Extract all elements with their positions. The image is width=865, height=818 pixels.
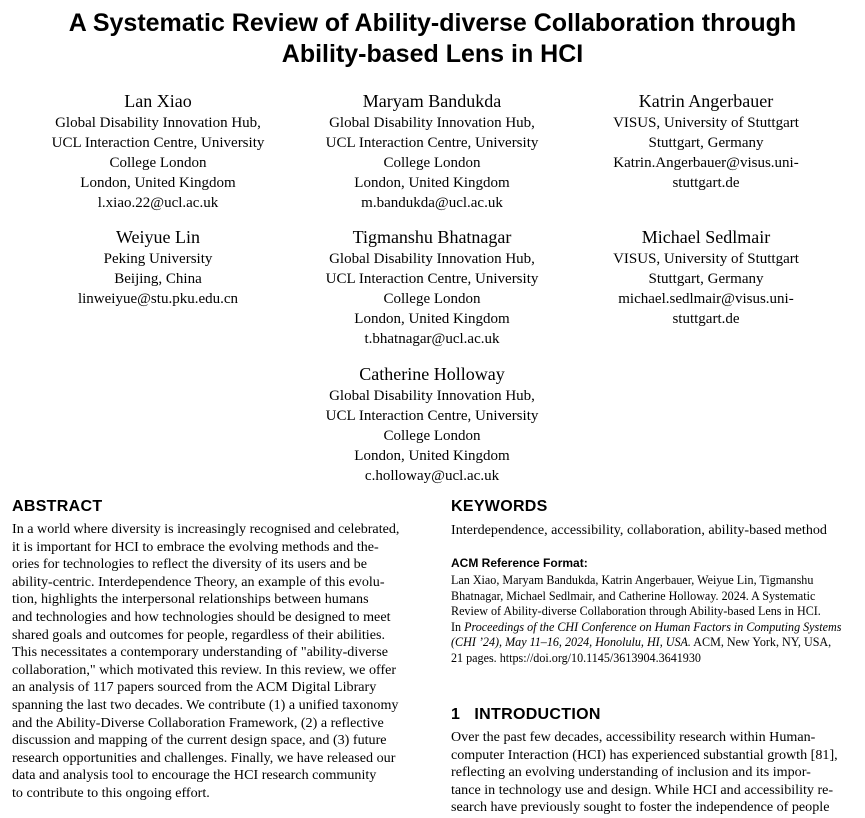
author-block: [292, 226, 572, 349]
author-name: Maryam Bandukda: [362, 91, 502, 111]
author-affiliation: College London: [109, 155, 207, 171]
reference-prefix: In: [451, 619, 465, 634]
author-name: Catherine Holloway: [359, 364, 505, 384]
author-location: London, United Kingdom: [354, 448, 510, 464]
author-affiliation: UCL Interaction Centre, University: [325, 408, 539, 424]
abstract-line: and technologies and how technologies should be designed to meet: [12, 608, 391, 625]
intro-line: reflecting an evolving understanding of inclusion and its impor-: [451, 764, 811, 781]
abstract-line: In a world where diversity is increasingly recognised and celebrated,: [12, 521, 400, 537]
author-name: Tigmanshu Bhatnagar: [352, 227, 512, 247]
author-affiliation: College London: [383, 428, 481, 444]
author-affiliation: VISUS, University of Stuttgart: [613, 115, 799, 131]
abstract-line: it is important for HCI to embrace the evolving methods and the-: [12, 538, 379, 555]
intro-line: tance in technology use and design. While HCI and accessibility re-: [451, 781, 834, 798]
author-affiliation: Global Disability Innovation Hub,: [55, 115, 261, 131]
abstract-line: collaboration," which motivated this review. In this review, we offer: [12, 661, 397, 678]
author-email: michael.sedlmair@visus.uni-: [618, 291, 794, 307]
title-line: A Systematic Review of Ability-diverse Collaboration through: [68, 9, 797, 37]
conference-info: (CHI ’24), May 11–16, 2024, Honolulu, HI, USA.: [451, 635, 691, 650]
keywords-text: Interdependence, accessibility, collaboration, ability-based method: [451, 522, 827, 538]
author-affiliation: Peking University: [103, 251, 213, 267]
publisher-info: ACM, New York, NY, USA,: [690, 635, 832, 650]
author-affiliation: UCL Interaction Centre, University: [51, 135, 265, 151]
abstract-line: tion, highlights the interpersonal relationships between humans: [12, 591, 369, 608]
abstract-line: ories for technologies to reflect the diversity of its users and be: [12, 556, 367, 573]
author-affiliation: Global Disability Innovation Hub,: [329, 115, 535, 131]
author-affiliation: College London: [383, 291, 481, 307]
abstract-heading: ABSTRACT: [12, 498, 103, 515]
title-line: Ability-based Lens in HCI: [281, 40, 584, 68]
author-email: stuttgart.de: [672, 175, 740, 191]
author-name: Weiyue Lin: [115, 227, 201, 247]
abstract-line: data and analysis tool to encourage the HCI research community: [12, 767, 377, 784]
acm-reference-heading: ACM Reference Format:: [451, 556, 588, 570]
author-affiliation: College London: [383, 155, 481, 171]
author-email: stuttgart.de: [672, 311, 740, 327]
author-email: linweiyue@stu.pku.edu.cn: [77, 291, 239, 307]
intro-line: search have previously sought to foster the independence of people: [451, 799, 830, 816]
author-location: Stuttgart, Germany: [648, 135, 764, 151]
abstract-line: research opportunities and challenges. Finally, we have released our: [12, 749, 396, 766]
reference-line: [451, 620, 856, 636]
intro-line: Over the past few decades, accessibility research within Human-: [451, 729, 816, 745]
author-block: [18, 226, 298, 309]
author-affiliation: VISUS, University of Stuttgart: [613, 251, 799, 267]
author-affiliation: Global Disability Innovation Hub,: [329, 388, 535, 404]
abstract-line: ability-centric. Interdependence Theory, an example of this evolu-: [12, 573, 385, 590]
author-email: l.xiao.22@ucl.ac.uk: [97, 195, 219, 211]
author-affiliation: UCL Interaction Centre, University: [325, 271, 539, 287]
abstract-line: spanning the last two decades. We contribute (1) a unified taxonomy: [12, 696, 399, 713]
author-block: [18, 90, 298, 213]
intro-line: computer Interaction (HCI) has experienced substantial growth [81],: [451, 746, 838, 763]
author-email: t.bhatnagar@ucl.ac.uk: [364, 331, 500, 347]
author-affiliation: UCL Interaction Centre, University: [325, 135, 539, 151]
author-email: m.bandukda@ucl.ac.uk: [361, 195, 503, 211]
author-block: [292, 90, 572, 213]
reference-line: Bhatnagar, Michael Sedlmair, and Catherine Holloway. 2024. A Systematic: [451, 588, 816, 603]
author-name: Katrin Angerbauer: [638, 91, 774, 111]
proceedings-title: Proceedings of the CHI Conference on Human Factors in Computing Systems: [464, 619, 842, 634]
author-location: Beijing, China: [114, 271, 202, 287]
reference-line: Review of Ability-diverse Collaboration through Ability-based Lens in HCI.: [451, 604, 821, 619]
reference-line: [451, 635, 856, 651]
author-location: London, United Kingdom: [80, 175, 236, 191]
author-email: c.holloway@ucl.ac.uk: [364, 468, 500, 484]
reference-doi: 21 pages. https://doi.org/10.1145/3613904.3641930: [451, 650, 701, 665]
author-block: [566, 90, 846, 193]
author-block: [566, 226, 846, 329]
author-affiliation: Global Disability Innovation Hub,: [329, 251, 535, 267]
introduction-body: [451, 729, 856, 817]
author-name: Michael Sedlmair: [641, 227, 771, 247]
abstract-line: an analysis of 117 papers sourced from the ACM Digital Library: [12, 679, 377, 696]
reference-line: Lan Xiao, Maryam Bandukda, Katrin Angerbauer, Weiyue Lin, Tigmanshu: [451, 573, 814, 587]
paper-title: [0, 8, 865, 70]
abstract-line: This necessitates a contemporary understanding of "ability-diverse: [12, 644, 388, 661]
author-name: Lan Xiao: [124, 91, 192, 111]
abstract-line: shared goals and outcomes for people, regardless of their abilities.: [12, 626, 385, 643]
author-location: Stuttgart, Germany: [648, 271, 764, 287]
author-email: Katrin.Angerbauer@visus.uni-: [613, 155, 799, 171]
abstract-line: to contribute to this ongoing effort.: [12, 784, 210, 801]
author-location: London, United Kingdom: [354, 311, 510, 327]
abstract-body: [12, 521, 414, 803]
introduction-heading: 1 INTRODUCTION: [451, 706, 601, 723]
keywords-body: [451, 522, 856, 540]
keywords-heading: KEYWORDS: [451, 498, 548, 515]
abstract-line: and the Ability-Diverse Collaboration Framework, (2) a reflective: [12, 714, 384, 731]
abstract-line: discussion and mapping of the current design space, and (3) future: [12, 732, 387, 749]
author-block: [292, 363, 572, 486]
acm-reference-body: [451, 573, 856, 667]
author-location: London, United Kingdom: [354, 175, 510, 191]
